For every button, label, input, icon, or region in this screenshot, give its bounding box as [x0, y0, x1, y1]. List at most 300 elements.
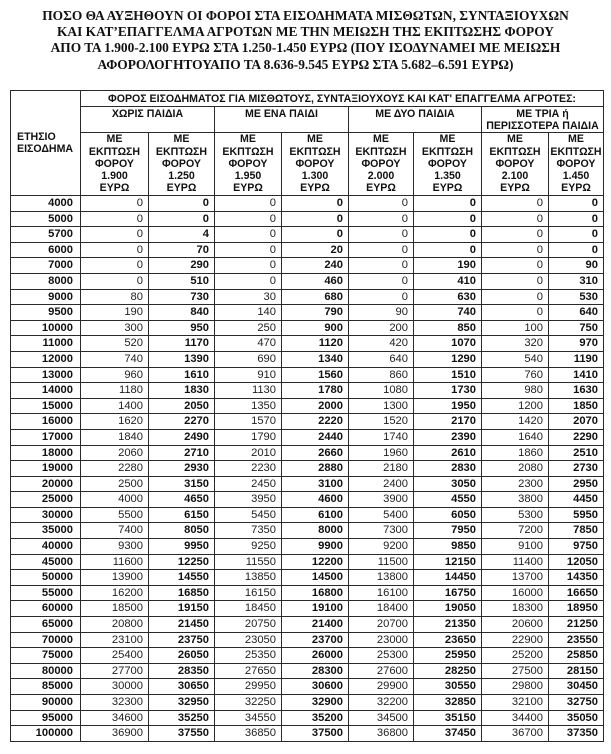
- tax-cell: 0: [215, 227, 282, 243]
- tax-cell: 2000: [282, 398, 349, 414]
- tax-cell: 0: [549, 196, 604, 212]
- title-line-3: ΑΠΟ ΤΑ 1.900-2.100 ΕΥΡΩ ΣΤΑ 1.250-1.450 ΕΥΡΩ (ΠΟΥ ΙΣΟΔΥΝΑΜΕΙ ΜΕ ΜΕΙΩΣΗ: [50, 40, 561, 56]
- table-row: [11, 429, 604, 445]
- tax-cell: 18950: [549, 601, 604, 617]
- tax-cell: 0: [482, 273, 549, 289]
- tax-cell: 7350: [215, 523, 282, 539]
- tax-cell: 740: [81, 351, 149, 367]
- tax-cell: 32300: [81, 695, 149, 711]
- tax-cell: 19100: [282, 601, 349, 617]
- tax-cell: 0: [215, 242, 282, 258]
- tax-cell: 6050: [414, 507, 482, 523]
- tax-cell: 32900: [282, 695, 349, 711]
- income-cell: 5000: [11, 211, 81, 227]
- subheader-line: ΕΥΡΩ: [432, 182, 463, 195]
- tax-cell: 840: [149, 305, 215, 321]
- group-label: ΜΕ ΔΥΟ ΠΑΙΔΙΑ: [375, 108, 455, 120]
- income-header-line-1: ΕΤΗΣΙΟ: [17, 130, 56, 143]
- tax-cell: 11600: [81, 554, 149, 570]
- table-row: [11, 695, 604, 711]
- tax-cell: 5950: [549, 507, 604, 523]
- tax-cell: 28250: [414, 663, 482, 679]
- tax-cell: 9300: [81, 539, 149, 555]
- tax-cell: 9250: [215, 539, 282, 555]
- tax-cell: 2660: [282, 445, 349, 461]
- tax-cell: 26050: [149, 648, 215, 664]
- tax-cell: 190: [414, 258, 482, 274]
- tax-cell: 0: [349, 242, 414, 258]
- tax-cell: 2510: [549, 445, 604, 461]
- table-row: [11, 258, 604, 274]
- subheader-line: ΜΕ: [439, 133, 456, 146]
- tax-cell: 9100: [482, 539, 549, 555]
- tax-cell: 520: [81, 336, 149, 352]
- subheader-line: ΜΕ: [173, 133, 190, 146]
- tax-cell: 16000: [482, 585, 549, 601]
- tax-cell: 90: [349, 305, 414, 321]
- tax-cell: 2220: [282, 414, 349, 430]
- tax-cell: 1610: [149, 367, 215, 383]
- tax-cell: 1730: [414, 383, 482, 399]
- tax-cell: 22900: [482, 632, 549, 648]
- income-cell: 8000: [11, 273, 81, 289]
- tax-cell: 1510: [414, 367, 482, 383]
- tax-cell: 790: [282, 305, 349, 321]
- discount-column-header: [349, 133, 414, 196]
- income-cell: 9000: [11, 289, 81, 305]
- tax-cell: 36900: [81, 726, 149, 742]
- income-cell: 16000: [11, 414, 81, 430]
- income-cell: 11000: [11, 336, 81, 352]
- tax-main-header: ΦΟΡΟΣ ΕΙΣΟΔΗΜΑΤΟΣ ΓΙΑ ΜΙΣΘΩΤΟΥΣ, ΣΥΝΤΑΞΙΟΥΧΟΥΣ ΚΑΙ ΚΑΤ' ΕΠΑΓΓΕΛΜΑ ΑΓΡΟΤΕΣ:: [81, 91, 604, 107]
- tax-cell: 2390: [414, 429, 482, 445]
- income-cell: 70000: [11, 632, 81, 648]
- tax-cell: 35150: [414, 710, 482, 726]
- tax-cell: 1790: [215, 429, 282, 445]
- subheader-line: ΦΟΡΟΥ: [495, 157, 535, 170]
- tax-cell: 0: [414, 196, 482, 212]
- subheader-line: ΕΥΡΩ: [366, 182, 396, 195]
- tax-cell: 32750: [549, 695, 604, 711]
- subheader-line: 1.300: [301, 170, 329, 183]
- tax-cell: 28300: [282, 663, 349, 679]
- tax-cell: 240: [282, 258, 349, 274]
- tax-cell: 0: [81, 258, 149, 274]
- subheader-line: ΦΟΡΟΥ: [295, 157, 335, 170]
- tax-cell: 1420: [482, 414, 549, 430]
- income-cell: 14000: [11, 383, 81, 399]
- tax-cell: 13850: [215, 570, 282, 586]
- tax-cell: 0: [482, 211, 549, 227]
- tax-cell: 0: [482, 242, 549, 258]
- tax-cell: 21450: [149, 617, 215, 633]
- tax-cell: 0: [482, 289, 549, 305]
- tax-cell: 36850: [215, 726, 282, 742]
- tax-cell: 2230: [215, 461, 282, 477]
- tax-cell: 2730: [549, 461, 604, 477]
- table-row: [11, 476, 604, 492]
- table-row: [11, 726, 604, 742]
- tax-cell: 16650: [549, 585, 604, 601]
- tax-cell: 0: [549, 227, 604, 243]
- tax-cell: 750: [549, 320, 604, 336]
- tax-cell: 1180: [81, 383, 149, 399]
- tax-cell: 14350: [549, 570, 604, 586]
- income-cell: 80000: [11, 663, 81, 679]
- tax-cell: 0: [215, 211, 282, 227]
- discount-column-header: [549, 133, 604, 196]
- tax-cell: 470: [215, 336, 282, 352]
- tax-cell: 25200: [482, 648, 549, 664]
- subheader-line: ΕΚΠΤΩΣΗ: [421, 145, 474, 158]
- income-header-line-2: ΕΙΣΟΔΗΜΑ: [17, 143, 74, 155]
- income-cell: 60000: [11, 601, 81, 617]
- group-label: ΜΕ ΤΡΙΑ ή: [516, 108, 569, 120]
- tax-cell: 950: [149, 320, 215, 336]
- tax-cell: 6100: [282, 507, 349, 523]
- subheader-line: ΕΚΠΤΩΣΗ: [155, 145, 208, 158]
- tax-cell: 18300: [482, 601, 549, 617]
- income-cell: 40000: [11, 539, 81, 555]
- tax-cell: 970: [549, 336, 604, 352]
- group-header-two-children: [349, 107, 482, 133]
- subheader-line: ΦΟΡΟΥ: [161, 157, 201, 170]
- subheader-line: 1.950: [234, 170, 262, 183]
- tax-cell: 6150: [149, 507, 215, 523]
- tax-cell: 1520: [349, 414, 414, 430]
- tax-cell: 18500: [81, 601, 149, 617]
- tax-cell: 2170: [414, 414, 482, 430]
- tax-cell: 1200: [482, 398, 549, 414]
- subheader-line: ΕΚΠΤΩΣΗ: [289, 145, 341, 158]
- tax-cell: 12050: [549, 554, 604, 570]
- table-row: [11, 227, 604, 243]
- tax-cell: 860: [349, 367, 414, 383]
- tax-cell: 1630: [549, 383, 604, 399]
- table-row: [11, 617, 604, 633]
- subheader-line: 1.250: [168, 170, 195, 183]
- subheader-line: ΜΕ: [568, 133, 584, 146]
- tax-cell: 0: [414, 211, 482, 227]
- subheader-line: ΦΟΡΟΥ: [427, 157, 467, 170]
- tax-cell: 23050: [215, 632, 282, 648]
- discount-column-header: [215, 133, 282, 196]
- tax-cell: 28350: [149, 663, 215, 679]
- tax-cell: 4650: [149, 492, 215, 508]
- table-row: [11, 383, 604, 399]
- tax-cell: 1390: [149, 351, 215, 367]
- tax-cell: 37500: [282, 726, 349, 742]
- income-cell: 17000: [11, 429, 81, 445]
- tax-cell: 3100: [282, 476, 349, 492]
- tax-cell: 3900: [349, 492, 414, 508]
- tax-cell: 36700: [482, 726, 549, 742]
- tax-cell: 4000: [81, 492, 149, 508]
- tax-cell: 1120: [282, 336, 349, 352]
- tax-cell: 9950: [149, 539, 215, 555]
- tax-cell: 0: [549, 242, 604, 258]
- tax-cell: 9850: [414, 539, 482, 555]
- income-cell: 15000: [11, 398, 81, 414]
- subheader-line: ΜΕ: [240, 133, 256, 146]
- tax-cell: 18450: [215, 601, 282, 617]
- tax-cell: 910: [215, 367, 282, 383]
- title-line-2: ΚΑΙ ΚΑΤ’ΕΠΑΓΓΕΛΜΑ ΑΓΡΟΤΩΝ ΜΕ ΤΗΝ ΜΕΙΩΣΗ ΤΗΣ ΕΚΠΤΩΣΗΣ ΦΟΡΟΥ: [57, 24, 554, 40]
- tax-cell: 690: [215, 351, 282, 367]
- tax-cell: 1640: [482, 429, 549, 445]
- tax-cell: 0: [215, 196, 282, 212]
- tax-cell: 290: [149, 258, 215, 274]
- group-header-three-plus-children: [482, 107, 604, 133]
- tax-cell: 26000: [282, 648, 349, 664]
- subheader-line: ΦΟΡΟΥ: [94, 157, 134, 170]
- discount-column-header: [482, 133, 549, 196]
- tax-cell: 2440: [282, 429, 349, 445]
- tax-cell: 27500: [482, 663, 549, 679]
- tax-cell: 13800: [349, 570, 414, 586]
- tax-cell: 1130: [215, 383, 282, 399]
- tax-cell: 3150: [149, 476, 215, 492]
- tax-cell: 16100: [349, 585, 414, 601]
- tax-cell: 0: [81, 196, 149, 212]
- tax-cell: 20: [282, 242, 349, 258]
- tax-cell: 1850: [549, 398, 604, 414]
- tax-cell: 250: [215, 320, 282, 336]
- table-body: [11, 196, 604, 742]
- tax-cell: 410: [414, 273, 482, 289]
- tax-cell: 1780: [282, 383, 349, 399]
- tax-cell: 1960: [349, 445, 414, 461]
- tax-cell: 510: [149, 273, 215, 289]
- tax-cell: 5450: [215, 507, 282, 523]
- group-label: ΜΕ ΕΝΑ ΠΑΙΔΙ: [245, 108, 318, 120]
- tax-cell: 16150: [215, 585, 282, 601]
- tax-cell: 28150: [549, 663, 604, 679]
- tax-cell: 0: [349, 273, 414, 289]
- tax-cell: 2500: [81, 476, 149, 492]
- tax-cell: 460: [282, 273, 349, 289]
- table-row: [11, 305, 604, 321]
- tax-cell: 1290: [414, 351, 482, 367]
- tax-cell: 2490: [149, 429, 215, 445]
- tax-cell: 2830: [414, 461, 482, 477]
- tax-cell: 2400: [349, 476, 414, 492]
- tax-cell: 0: [81, 242, 149, 258]
- tax-cell: 2070: [549, 414, 604, 430]
- tax-cell: 1560: [282, 367, 349, 383]
- income-cell: 18000: [11, 445, 81, 461]
- tax-cell: 4: [149, 227, 215, 243]
- tax-cell: 2950: [549, 476, 604, 492]
- table-row: [11, 648, 604, 664]
- tax-cell: 18400: [349, 601, 414, 617]
- tax-cell: 730: [149, 289, 215, 305]
- income-cell: 12000: [11, 351, 81, 367]
- tax-cell: 0: [549, 211, 604, 227]
- tax-cell: 29900: [349, 679, 414, 695]
- tax-cell: 1350: [215, 398, 282, 414]
- tax-cell: 2930: [149, 461, 215, 477]
- tax-cell: 21350: [414, 617, 482, 633]
- discount-column-header: [282, 133, 349, 196]
- tax-cell: 3050: [414, 476, 482, 492]
- table-row: [11, 585, 604, 601]
- tax-cell: 25400: [81, 648, 149, 664]
- tax-cell: 23550: [549, 632, 604, 648]
- tax-cell: 30000: [81, 679, 149, 695]
- tax-cell: 20750: [215, 617, 282, 633]
- subheader-line: ΕΚΠΤΩΣΗ: [88, 145, 141, 158]
- tax-cell: 1170: [149, 336, 215, 352]
- income-cell: 6000: [11, 242, 81, 258]
- table-row: [11, 601, 604, 617]
- tax-cell: 0: [349, 258, 414, 274]
- tax-cell: 34600: [81, 710, 149, 726]
- tax-cell: 19050: [414, 601, 482, 617]
- income-cell: 20000: [11, 476, 81, 492]
- tax-cell: 9900: [282, 539, 349, 555]
- tax-cell: 25350: [215, 648, 282, 664]
- tax-cell: 1410: [549, 367, 604, 383]
- tax-cell: 12150: [414, 554, 482, 570]
- tax-cell: 1080: [349, 383, 414, 399]
- tax-cell: 2450: [215, 476, 282, 492]
- tax-cell: 0: [149, 196, 215, 212]
- tax-cell: 1300: [349, 398, 414, 414]
- tax-cell: 850: [414, 320, 482, 336]
- tax-cell: 14550: [149, 570, 215, 586]
- income-cell: 100000: [11, 726, 81, 742]
- tax-cell: 0: [282, 211, 349, 227]
- table-row: [11, 492, 604, 508]
- tax-cell: 2060: [81, 445, 149, 461]
- tax-cell: 30450: [549, 679, 604, 695]
- discount-column-header: [81, 133, 149, 196]
- tax-cell: 27650: [215, 663, 282, 679]
- table-row: [11, 461, 604, 477]
- table-row: [11, 351, 604, 367]
- subheader-line: ΕΥΡΩ: [166, 182, 197, 195]
- tax-cell: 630: [414, 289, 482, 305]
- tax-cell: 1190: [549, 351, 604, 367]
- tax-cell: 34500: [349, 710, 414, 726]
- table-row: [11, 679, 604, 695]
- tax-cell: 16200: [81, 585, 149, 601]
- tax-cell: 32250: [215, 695, 282, 711]
- tax-cell: 11550: [215, 554, 282, 570]
- income-cell: 19000: [11, 461, 81, 477]
- tax-cell: 29800: [482, 679, 549, 695]
- tax-cell: 32100: [482, 695, 549, 711]
- table-row: [11, 507, 604, 523]
- tax-cell: 30600: [282, 679, 349, 695]
- table-row: [11, 445, 604, 461]
- table-row: [11, 663, 604, 679]
- subheader-line: ΕΚΠΤΩΣΗ: [550, 145, 602, 158]
- tax-cell: 25300: [349, 648, 414, 664]
- tax-cell: 13700: [482, 570, 549, 586]
- table-row: [11, 320, 604, 336]
- tax-cell: 640: [549, 305, 604, 321]
- tax-cell: 25850: [549, 648, 604, 664]
- table-row: [11, 710, 604, 726]
- tax-cell: 0: [215, 258, 282, 274]
- income-cell: 25000: [11, 492, 81, 508]
- income-cell: 35000: [11, 523, 81, 539]
- tax-cell: 1400: [81, 398, 149, 414]
- income-cell: 5700: [11, 227, 81, 243]
- subheader-line: 1.350: [434, 170, 461, 183]
- tax-cell: 4450: [549, 492, 604, 508]
- tax-cell: 12250: [149, 554, 215, 570]
- tax-cell: 7950: [414, 523, 482, 539]
- tax-cell: 21400: [282, 617, 349, 633]
- income-cell: 13000: [11, 367, 81, 383]
- tax-cell: 0: [81, 273, 149, 289]
- tax-cell: 14500: [282, 570, 349, 586]
- discount-column-header: [414, 133, 482, 196]
- tax-cell: 0: [282, 196, 349, 212]
- tax-cell: 0: [149, 211, 215, 227]
- tax-cell: 5300: [482, 507, 549, 523]
- tax-cell: 2050: [149, 398, 215, 414]
- income-cell: 90000: [11, 695, 81, 711]
- subheader-line: 1.450: [562, 170, 590, 183]
- tax-cell: 2300: [482, 476, 549, 492]
- tax-cell: 2880: [282, 461, 349, 477]
- subheader-line: 2.100: [501, 170, 529, 183]
- tax-cell: 140: [215, 305, 282, 321]
- subheader-line: 2.000: [367, 170, 395, 183]
- subheader-line: ΕΥΡΩ: [233, 182, 263, 195]
- tax-cell: 27600: [349, 663, 414, 679]
- tax-cell: 20800: [81, 617, 149, 633]
- income-cell: 45000: [11, 554, 81, 570]
- discount-column-header: [149, 133, 215, 196]
- subheader-line: ΦΟΡΟΥ: [556, 157, 596, 170]
- income-cell: 7000: [11, 258, 81, 274]
- tax-cell: 540: [482, 351, 549, 367]
- tax-cell: 7200: [482, 523, 549, 539]
- tax-cell: 37550: [149, 726, 215, 742]
- tax-cell: 1950: [414, 398, 482, 414]
- tax-cell: 640: [349, 351, 414, 367]
- income-cell: 10000: [11, 320, 81, 336]
- tax-cell: 20700: [349, 617, 414, 633]
- income-cell: 65000: [11, 617, 81, 633]
- tax-cell: 19150: [149, 601, 215, 617]
- subheader-line: ΦΟΡΟΥ: [228, 157, 268, 170]
- tax-cell: 2710: [149, 445, 215, 461]
- income-cell: 85000: [11, 679, 81, 695]
- tax-cell: 0: [282, 227, 349, 243]
- tax-cell: 90: [549, 258, 604, 274]
- subheader-line: 1.900: [101, 170, 128, 183]
- tax-cell: 1570: [215, 414, 282, 430]
- title-line-1: ΠΟΣΟ ΘΑ ΑΥΞΗΘΟΥΝ ΟΙ ΦΟΡΟΙ ΣΤΑ ΕΙΣΟΔΗΜΑΤΑ ΜΙΣΘΩΤΩΝ, ΣΥΝΤΑΞΙΟΥΧΩΝ: [42, 8, 569, 23]
- tax-cell: 1340: [282, 351, 349, 367]
- income-cell: 95000: [11, 710, 81, 726]
- tax-cell: 0: [482, 227, 549, 243]
- table-row: [11, 414, 604, 430]
- tax-cell: 9200: [349, 539, 414, 555]
- tax-cell: 23750: [149, 632, 215, 648]
- tax-cell: 2610: [414, 445, 482, 461]
- tax-cell: 30650: [149, 679, 215, 695]
- tax-cell: 80: [81, 289, 149, 305]
- tax-cell: 1620: [81, 414, 149, 430]
- tax-cell: 200: [349, 320, 414, 336]
